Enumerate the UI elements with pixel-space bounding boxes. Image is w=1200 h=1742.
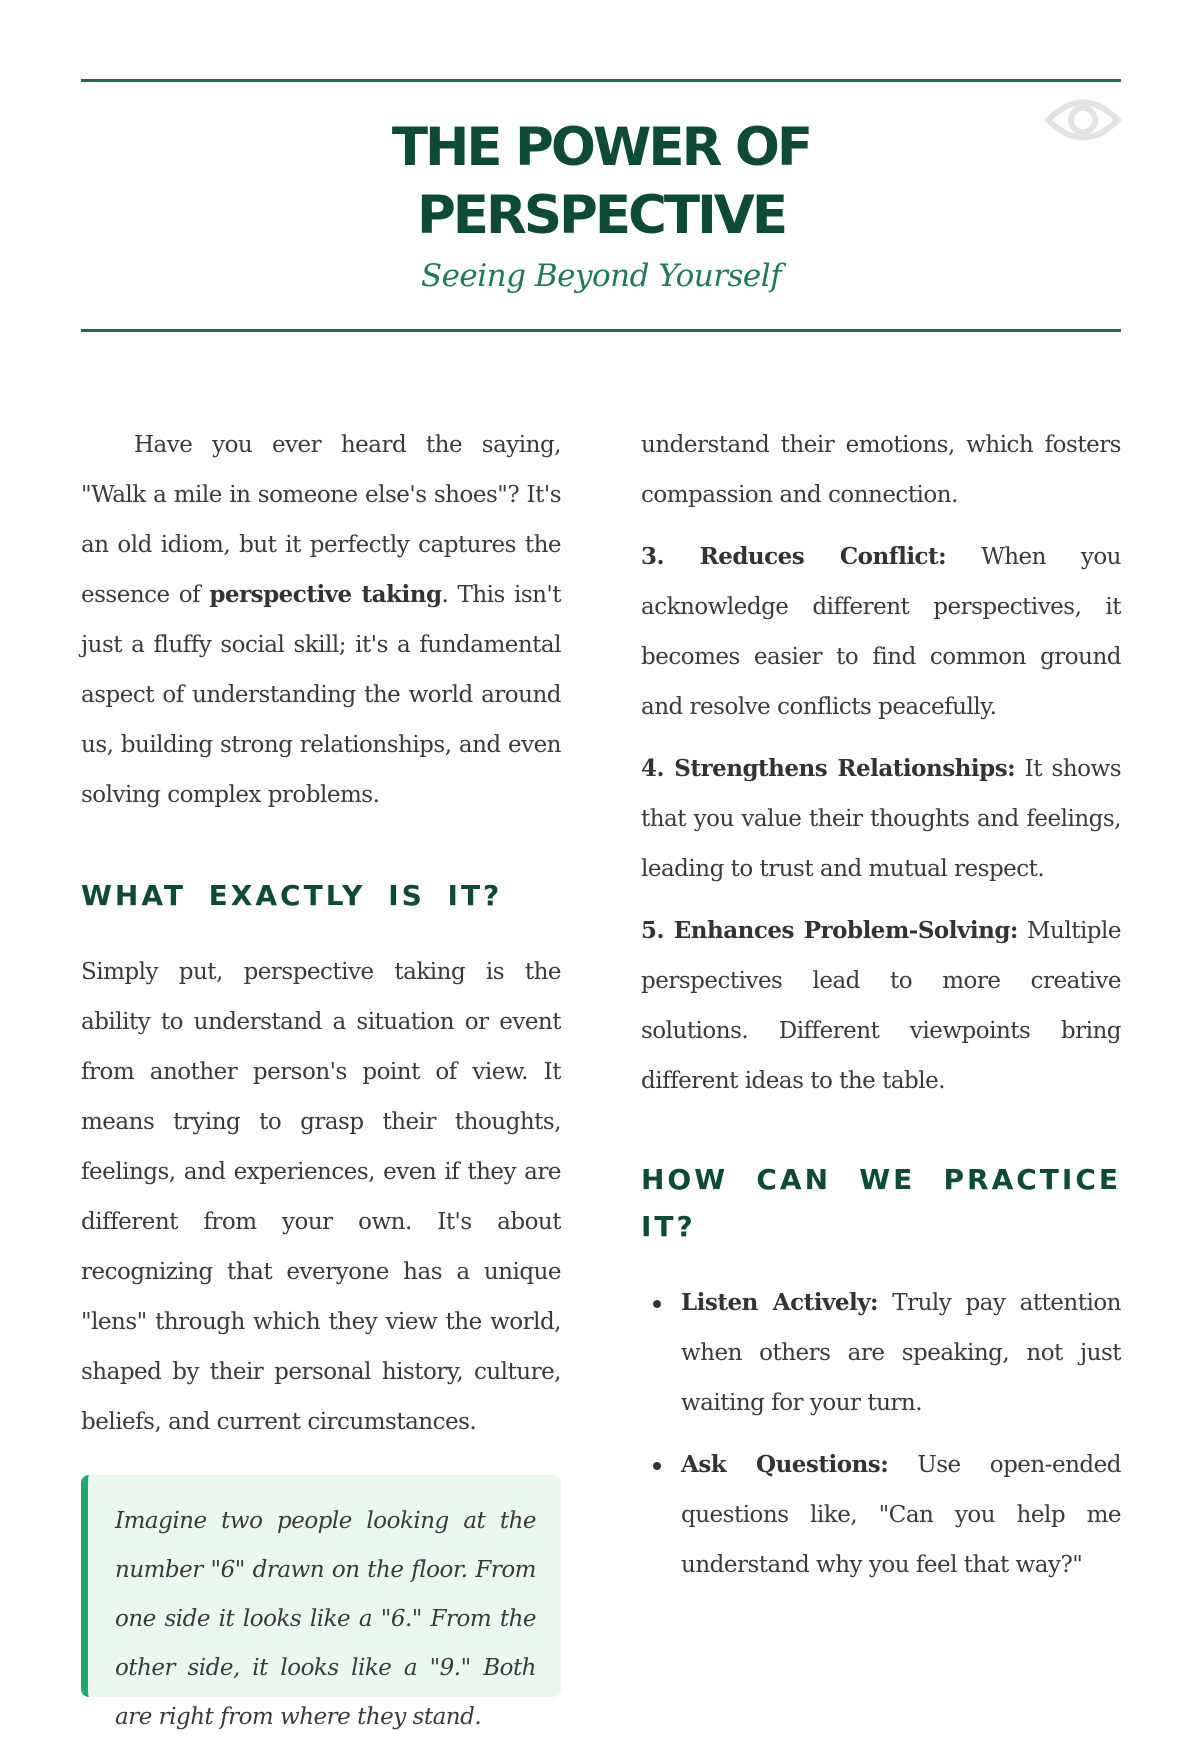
header-top-rule (81, 79, 1121, 82)
page-title (81, 114, 1121, 250)
benefit-label: 5. Enhances Problem-Solving: (641, 917, 1018, 944)
what-body: Simply put, perspective taking is the ability to understand a situation or event from another person's point of view. It means trying to grasp their thoughts, feelings, and experiences, even if they are different from your own. It's about recognizing that everyone has a unique "lens" through which they view the world, shaped by their personal history, culture, beliefs, and current circumstances. (81, 959, 561, 1435)
benefit-text: It shows that you value their thoughts and feelings, leading to trust and mutual respect. (641, 756, 1121, 882)
practice-item (641, 1440, 1121, 1590)
page-subtitle: Seeing Beyond Yourself (420, 258, 782, 294)
benefit-text: When you acknowledge different perspectives, it becomes easier to find common ground and resolve conflicts peacefully. (641, 544, 1121, 720)
practice-heading: HOW CAN WE PRACTICE IT? (641, 1163, 1121, 1243)
bullet-icon (653, 1462, 661, 1470)
document-page (81, 0, 1121, 1730)
benefit-continued: understand their emotions, which fosters compassion and connection. (641, 432, 1121, 508)
what-heading: WHAT EXACTLY IS IT? (81, 879, 503, 912)
benefit-item (641, 532, 1121, 732)
intro-text-2: . This isn't just a fluffy social skill; it's a fundamental aspect of understanding the world around us, building strong relationships, and even solving complex problems. (81, 582, 561, 808)
title-line-1: THE POWER OF (391, 117, 811, 178)
header-bottom-rule (81, 329, 1121, 332)
right-column (641, 420, 1121, 1602)
intro-paragraph (81, 420, 561, 820)
practice-list (641, 1278, 1121, 1590)
practice-label: Listen Actively: (681, 1289, 879, 1316)
benefit-item (641, 906, 1121, 1106)
left-column (81, 420, 561, 1730)
benefit-label: 4. Strengthens Relationships: (641, 755, 1016, 782)
practice-label: Ask Questions: (681, 1451, 889, 1478)
benefit-item (641, 744, 1121, 894)
intro-bold-term: perspective taking (209, 581, 442, 608)
callout-text: Imagine two people looking at the number "6" drawn on the floor. From one side it looks like a "6." From the other side, it looks like a "9." Both are right from where they stand. (115, 1508, 536, 1730)
intro-text-1: Have you ever heard the saying, "Walk a mile in someone else's shoes"? It's an old idiom, but it perfectly captures the essence of (81, 432, 561, 608)
practice-text: Truly pay attention when others are speaking, not just waiting for your turn. (681, 1290, 1121, 1416)
benefit-text: Multiple perspectives lead to more creative solutions. Different viewpoints bring different ideas to the table. (641, 918, 1121, 1094)
title-line-2: PERSPECTIVE (416, 185, 786, 246)
bullet-icon (653, 1300, 661, 1308)
practice-text: Use open-ended questions like, "Can you help me understand why you feel that way?" (681, 1452, 1121, 1578)
callout-box (81, 1475, 561, 1730)
benefit-label: 3. Reduces Conflict: (641, 543, 947, 570)
practice-item (641, 1278, 1121, 1428)
